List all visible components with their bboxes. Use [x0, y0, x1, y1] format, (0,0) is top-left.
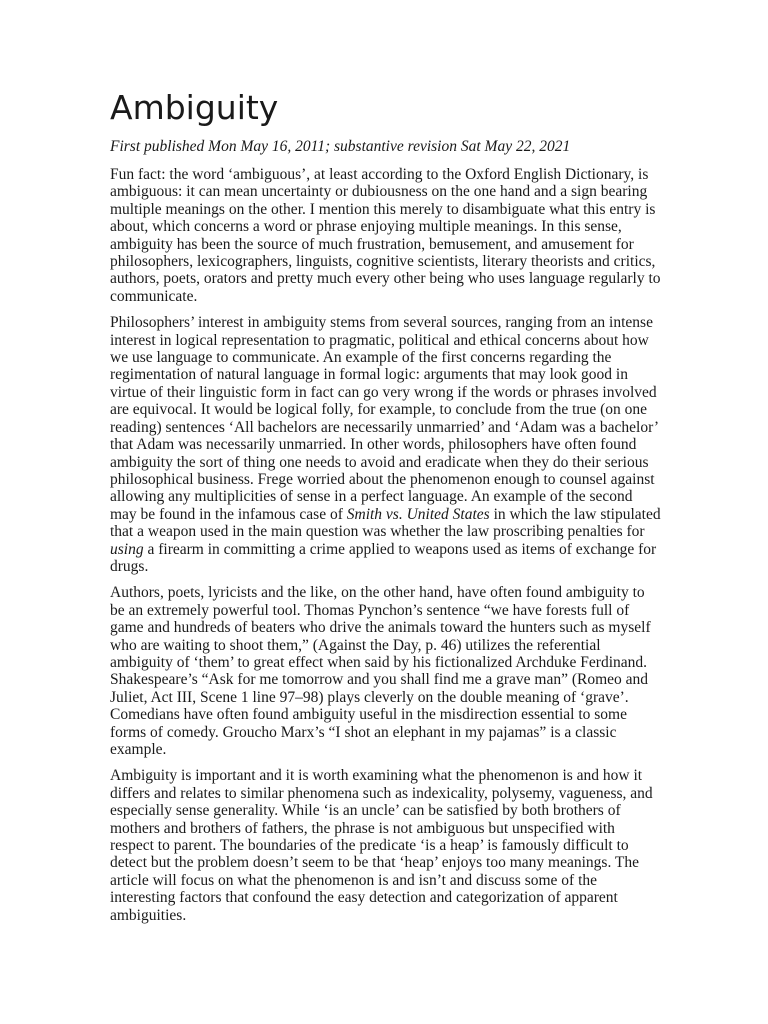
case-name: Smith vs. United States — [346, 505, 490, 523]
paragraph-4: Ambiguity is important and it is worth examining what the phenomenon is and how it differs and relates to similar phenomena such as indexicality, polysemy, vagueness, and especially sense generality. While ‘is an uncle’ can be satisfied by both brothers of mothers and brothers of fathers, the phrase is not ambiguous but unspecified with respect to parent. The boundaries of the predicate ‘is a heap’ is famously difficult to detect but the problem doesn’t seem to be that ‘heap’ enjoys too many meanings. The article will focus on what the phenomenon is and isn’t and discuss some of the interesting factors that confound the easy detection and categorization of apparent ambiguities. — [110, 767, 653, 924]
paragraph-1: Fun fact: the word ‘ambiguous’, at least according to the Oxford English Dictionary, is ambiguous: it can mean uncertainty or dubiousness on the one hand and a sign bearing multiple meanings on the other. I mention this merely to disambiguate what this entry is about, which concerns a word or phrase enjoying multiple meanings. In this sense, ambiguity has been the source of much frustration, bemusement, and amusement for philosophers, lexicographers, linguists, cognitive scientists, literary theorists and critics, authors, poets, orators and pretty much every other being who uses language regularly to communicate. — [110, 166, 661, 305]
paragraph-2 — [110, 314, 662, 575]
emphasis-using: using — [110, 540, 144, 558]
paragraph-2-text-a: Philosophers’ interest in ambiguity stems from several sources, ranging from an intense interest in logical representation to pragmatic, political and ethical concerns about how we use language to communicate. An example of the first concerns regarding the regimentation of natural language in formal logic: arguments that may look good in virtue of their linguistic form in fact can go very wrong if the words or phrases involved are equivocal. It would be logical folly, for example, to conclude from the true (on one reading) sentences ‘All bachelors are necessarily unmarried’ and ‘Adam was a bachelor’ that Adam was necessarily unmarried. In other words, philosophers have often found ambiguity the sort of thing one needs to avoid and eradicate when they do their serious philosophical business. Frege worried about the phenomenon enough to counsel against allowing any multiplicities of sense in a perfect language. An example of the second may be found in the infamous case of — [110, 314, 658, 523]
article-title: Ambiguity — [110, 88, 279, 127]
paragraph-2-text-c: a firearm in committing a crime applied to weapons used as items of exchange for drugs. — [110, 540, 657, 575]
paragraph-2-text-b: in which the law stipulated that a weapon used in the main question was whether the law proscribing penalties for — [110, 505, 661, 541]
article — [110, 88, 662, 933]
paragraph-3: Authors, poets, lyricists and the like, on the other hand, have often found ambiguity to be an extremely powerful tool. Thomas Pynchon’s sentence “we have forests full of game and hundreds of beaters who drive the animals toward the hunters such as myself who are waiting to shoot them,” (Against the Day, p. 46) utilizes the referential ambiguity of ‘them’ to great effect when said by his fictionalized Archduke Ferdinand. Shakespeare’s “Ask for me tomorrow and you shall find me a grave man” (Romeo and Juliet, Act III, Scene 1 line 97–98) plays cleverly on the double meaning of ‘grave’. Comedians have often found ambiguity useful in the misdirection essential to some forms of comedy. Groucho Marx’s “I shot an elephant in my pajamas” is a classic example. — [110, 584, 651, 758]
publication-info: First published Mon May 16, 2011; substantive revision Sat May 22, 2021 — [110, 138, 571, 155]
